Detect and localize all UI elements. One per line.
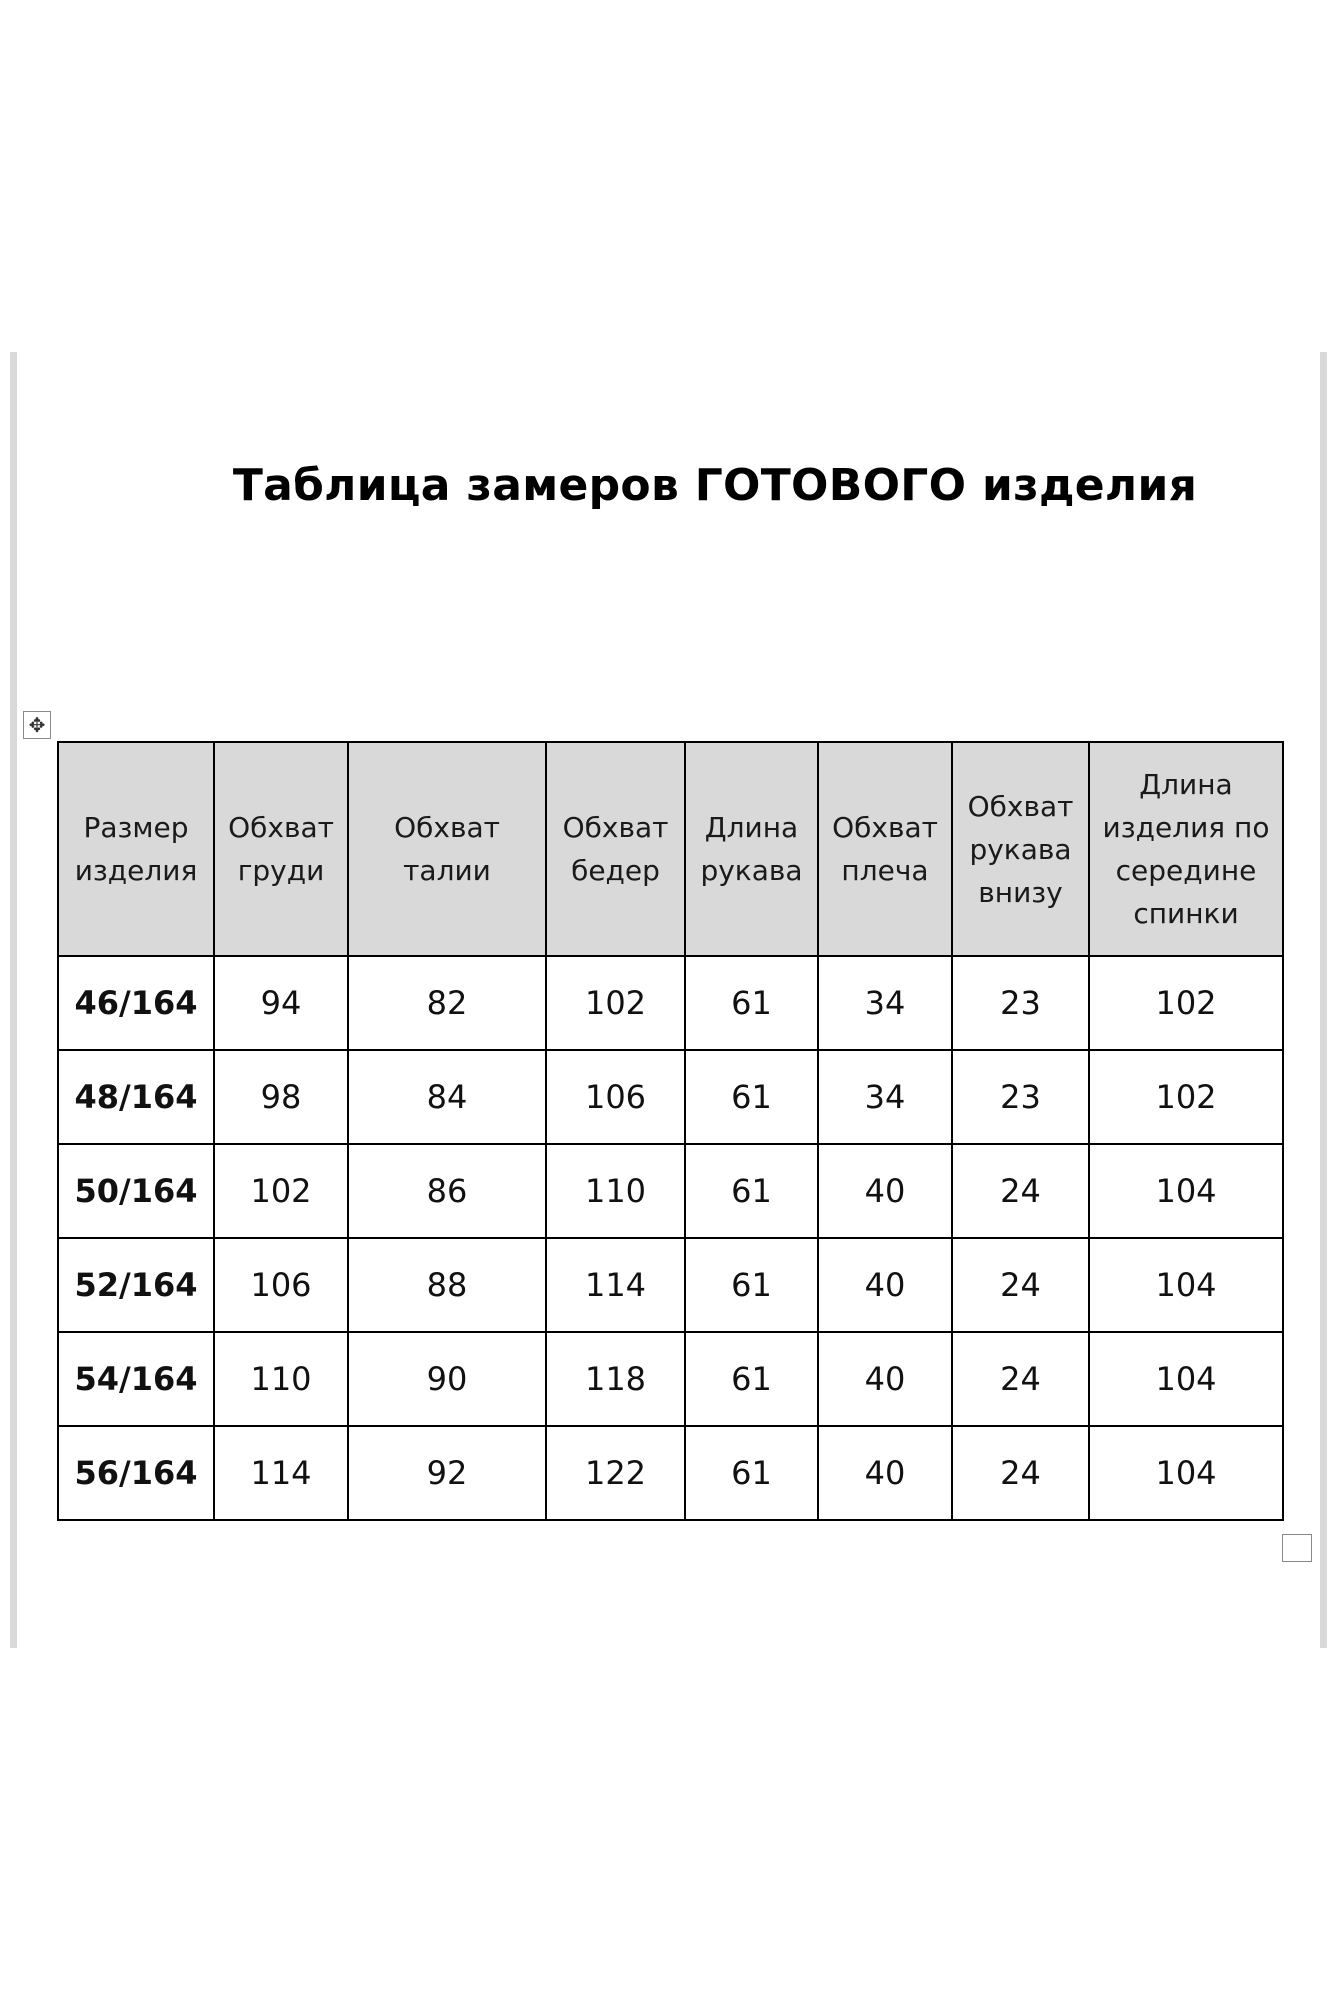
- table-cell-size: 56/164: [58, 1426, 214, 1520]
- table-cell: 82: [348, 956, 546, 1050]
- table-cell: 24: [952, 1426, 1089, 1520]
- table-cell: 23: [952, 956, 1089, 1050]
- table-cell: 40: [818, 1238, 952, 1332]
- table-cell-size: 52/164: [58, 1238, 214, 1332]
- header-cell-waist: Обхват талии: [348, 742, 546, 956]
- table-cell: 86: [348, 1144, 546, 1238]
- table-cell: 104: [1089, 1332, 1283, 1426]
- table-cell: 106: [214, 1238, 348, 1332]
- table-cell: 98: [214, 1050, 348, 1144]
- table-cell: 102: [214, 1144, 348, 1238]
- header-cell-chest: Обхват груди: [214, 742, 348, 956]
- page-left-edge: [10, 352, 17, 1648]
- table-cell: 24: [952, 1238, 1089, 1332]
- table-cell-size: 48/164: [58, 1050, 214, 1144]
- table-cell: 114: [214, 1426, 348, 1520]
- table-header-row: [58, 742, 1283, 956]
- header-cell-hips: Обхват бедер: [546, 742, 685, 956]
- table-cell: 104: [1089, 1426, 1283, 1520]
- table-cell: 104: [1089, 1144, 1283, 1238]
- header-cell-size: Размер изделия: [58, 742, 214, 956]
- page-right-edge: [1320, 352, 1327, 1648]
- table-cell: 40: [818, 1144, 952, 1238]
- table-row: [58, 1050, 1283, 1144]
- table-cell: 34: [818, 1050, 952, 1144]
- table-cell: 102: [1089, 1050, 1283, 1144]
- table-cell: 61: [685, 1426, 818, 1520]
- table-cell-size: 46/164: [58, 956, 214, 1050]
- table-cell: 102: [1089, 956, 1283, 1050]
- size-table: [57, 741, 1284, 1521]
- table-cell: 88: [348, 1238, 546, 1332]
- header-cell-sleeve-length: Длина рукава: [685, 742, 818, 956]
- table-cell: 61: [685, 956, 818, 1050]
- document-page: [10, 352, 1327, 1648]
- table-cell: 102: [546, 956, 685, 1050]
- table-cell: 40: [818, 1332, 952, 1426]
- table-row: [58, 1144, 1283, 1238]
- table-cell: 40: [818, 1426, 952, 1520]
- table-cell: 122: [546, 1426, 685, 1520]
- table-cell: 24: [952, 1332, 1089, 1426]
- header-cell-back-length: Длина изделия по середине спинки: [1089, 742, 1283, 956]
- table-cell: 61: [685, 1050, 818, 1144]
- table-cell: 110: [546, 1144, 685, 1238]
- header-cell-sleeve-bottom: Обхват рукава внизу: [952, 742, 1089, 956]
- table-cell: 23: [952, 1050, 1089, 1144]
- table-cell: 118: [546, 1332, 685, 1426]
- table-cell-size: 50/164: [58, 1144, 214, 1238]
- table-cell: 61: [685, 1332, 818, 1426]
- table-cell: 106: [546, 1050, 685, 1144]
- table-cell: 61: [685, 1238, 818, 1332]
- table-cell: 24: [952, 1144, 1089, 1238]
- table-row: [58, 956, 1283, 1050]
- table-cell: 114: [546, 1238, 685, 1332]
- table-cell: 90: [348, 1332, 546, 1426]
- resize-square-icon[interactable]: [1282, 1534, 1312, 1562]
- table-cell: 94: [214, 956, 348, 1050]
- table-cell: 61: [685, 1144, 818, 1238]
- table-row: [58, 1332, 1283, 1426]
- table-cell: 110: [214, 1332, 348, 1426]
- header-cell-shoulder: Обхват плеча: [818, 742, 952, 956]
- table-cell: 104: [1089, 1238, 1283, 1332]
- table-cell-size: 54/164: [58, 1332, 214, 1426]
- document-title: Таблица замеров ГОТОВОГО изделия: [232, 460, 1198, 511]
- table-cell: 84: [348, 1050, 546, 1144]
- table-row: [58, 1238, 1283, 1332]
- table-cell: 92: [348, 1426, 546, 1520]
- table-row: [58, 1426, 1283, 1520]
- table-cell: 34: [818, 956, 952, 1050]
- move-arrows-icon[interactable]: ✥: [23, 711, 51, 739]
